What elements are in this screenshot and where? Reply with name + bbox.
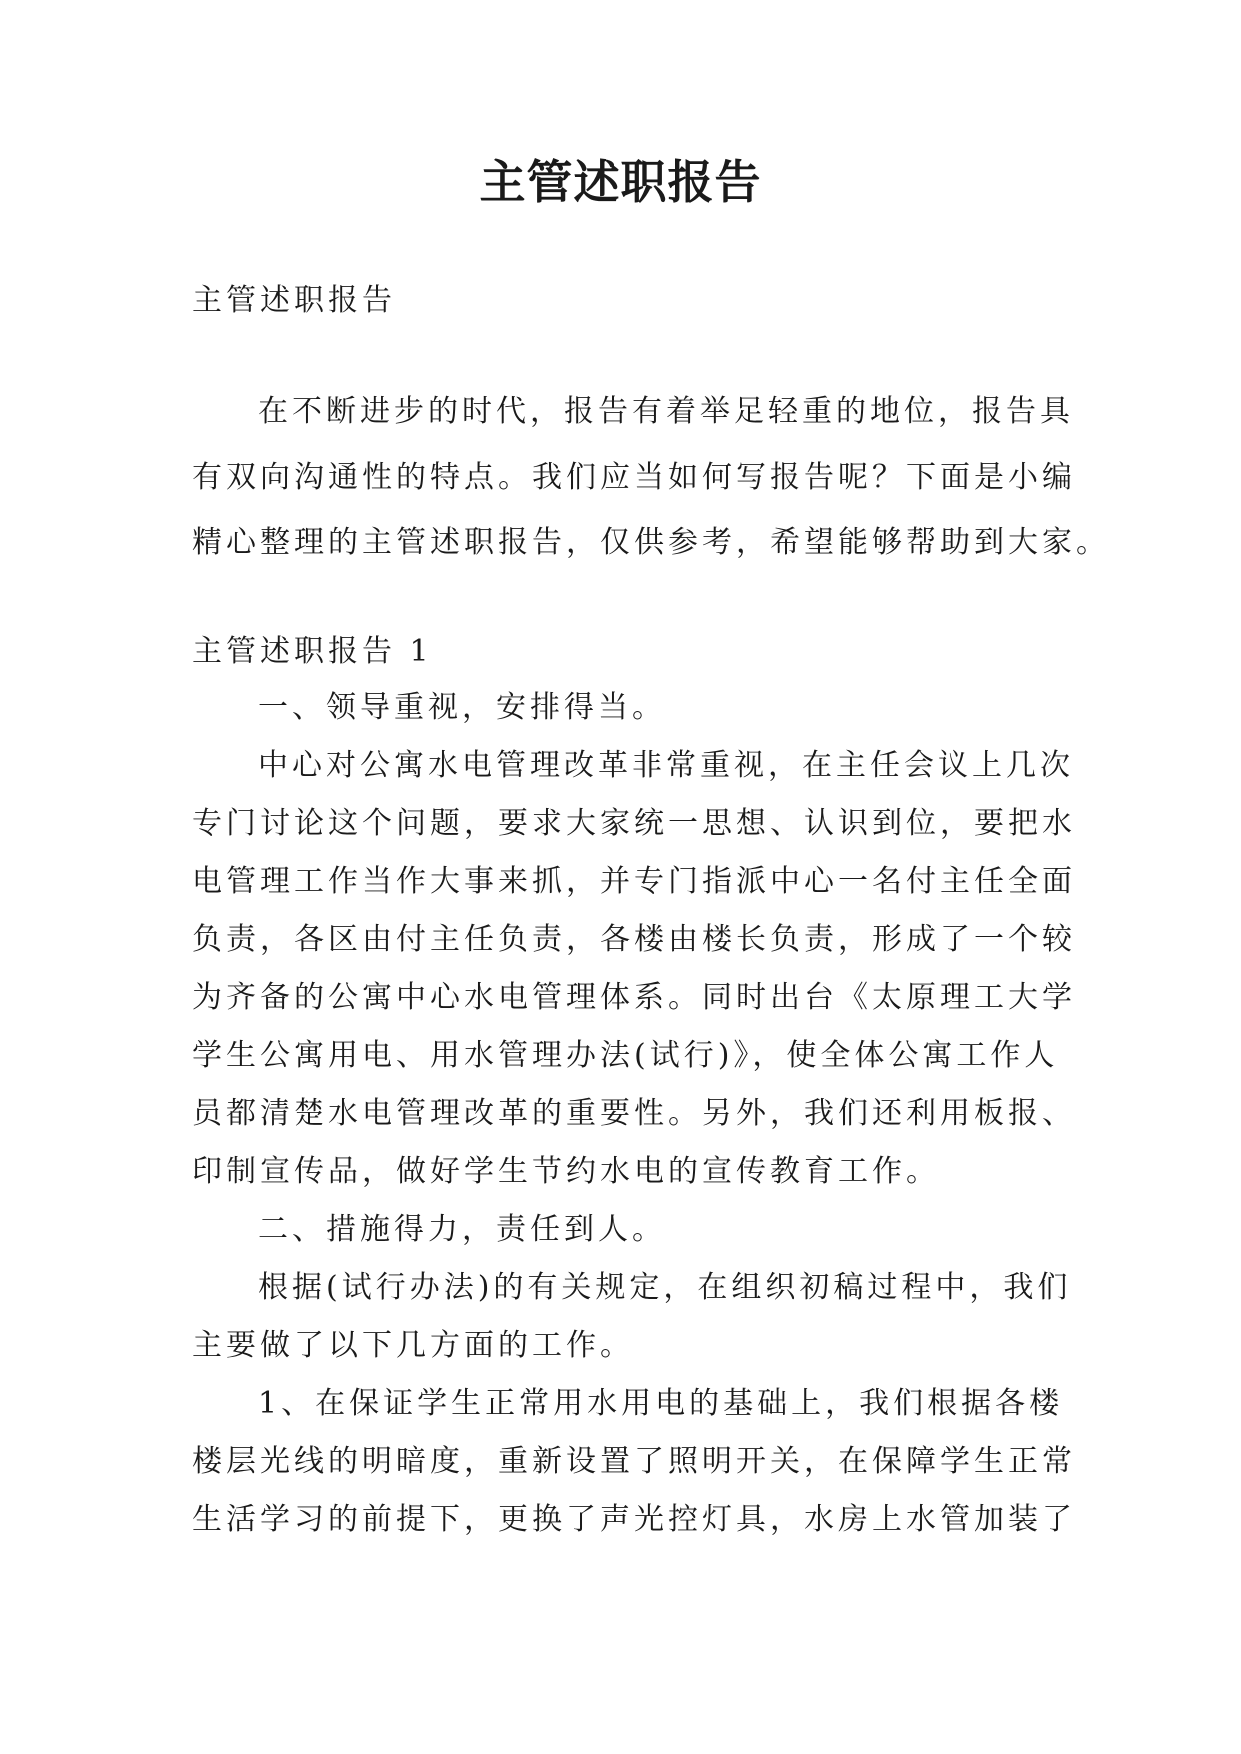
paragraph-line: 楼层光线的明暗度，重新设置了照明开关，在保障学生正常 [192,1444,1076,1479]
paragraph-line: 学生公寓用电、用水管理办法(试行)》，使全体公寓工作人 [192,1038,1059,1073]
paragraph-line: 中心对公寓水电管理改革非常重视，在主任会议上几次 [258,748,1074,783]
paragraph-line: 1、在保证学生正常用水用电的基础上，我们根据各楼 [258,1386,1064,1421]
paragraph-line: 二、措施得力，责任到人。 [258,1212,666,1247]
document-title: 主管述职报告 [479,155,762,209]
paragraph-line: 印制宣传品，做好学生节约水电的宣传教育工作。 [192,1154,940,1189]
paragraph-line: 主管述职报告 [192,283,396,318]
paragraph-line: 生活学习的前提下，更换了声光控灯具，水房上水管加装了 [192,1502,1076,1537]
paragraph-line: 根据(试行办法)的有关规定，在组织初稿过程中，我们 [258,1270,1072,1305]
paragraph-line: 一、领导重视，安排得当。 [258,690,666,725]
paragraph-line: 有双向沟通性的特点。我们应当如何写报告呢？下面是小编 [192,460,1076,495]
paragraph-line: 精心整理的主管述职报告，仅供参考，希望能够帮助到大家。 [192,525,1110,560]
paragraph-line: 在不断进步的时代，报告有着举足轻重的地位，报告具 [258,394,1074,429]
paragraph-line: 负责，各区由付主任负责，各楼由楼长负责，形成了一个较 [192,922,1076,957]
paragraph-line: 主管述职报告 1 [192,634,433,669]
paragraph-line: 电管理工作当作大事来抓，并专门指派中心一名付主任全面 [192,864,1076,899]
paragraph-line: 员都清楚水电管理改革的重要性。另外，我们还利用板报、 [192,1096,1076,1131]
paragraph-line: 为齐备的公寓中心水电管理体系。同时出台《太原理工大学 [192,980,1076,1015]
paragraph-line: 专门讨论这个问题，要求大家统一思想、认识到位，要把水 [192,806,1076,841]
paragraph-line: 主要做了以下几方面的工作。 [192,1328,634,1363]
